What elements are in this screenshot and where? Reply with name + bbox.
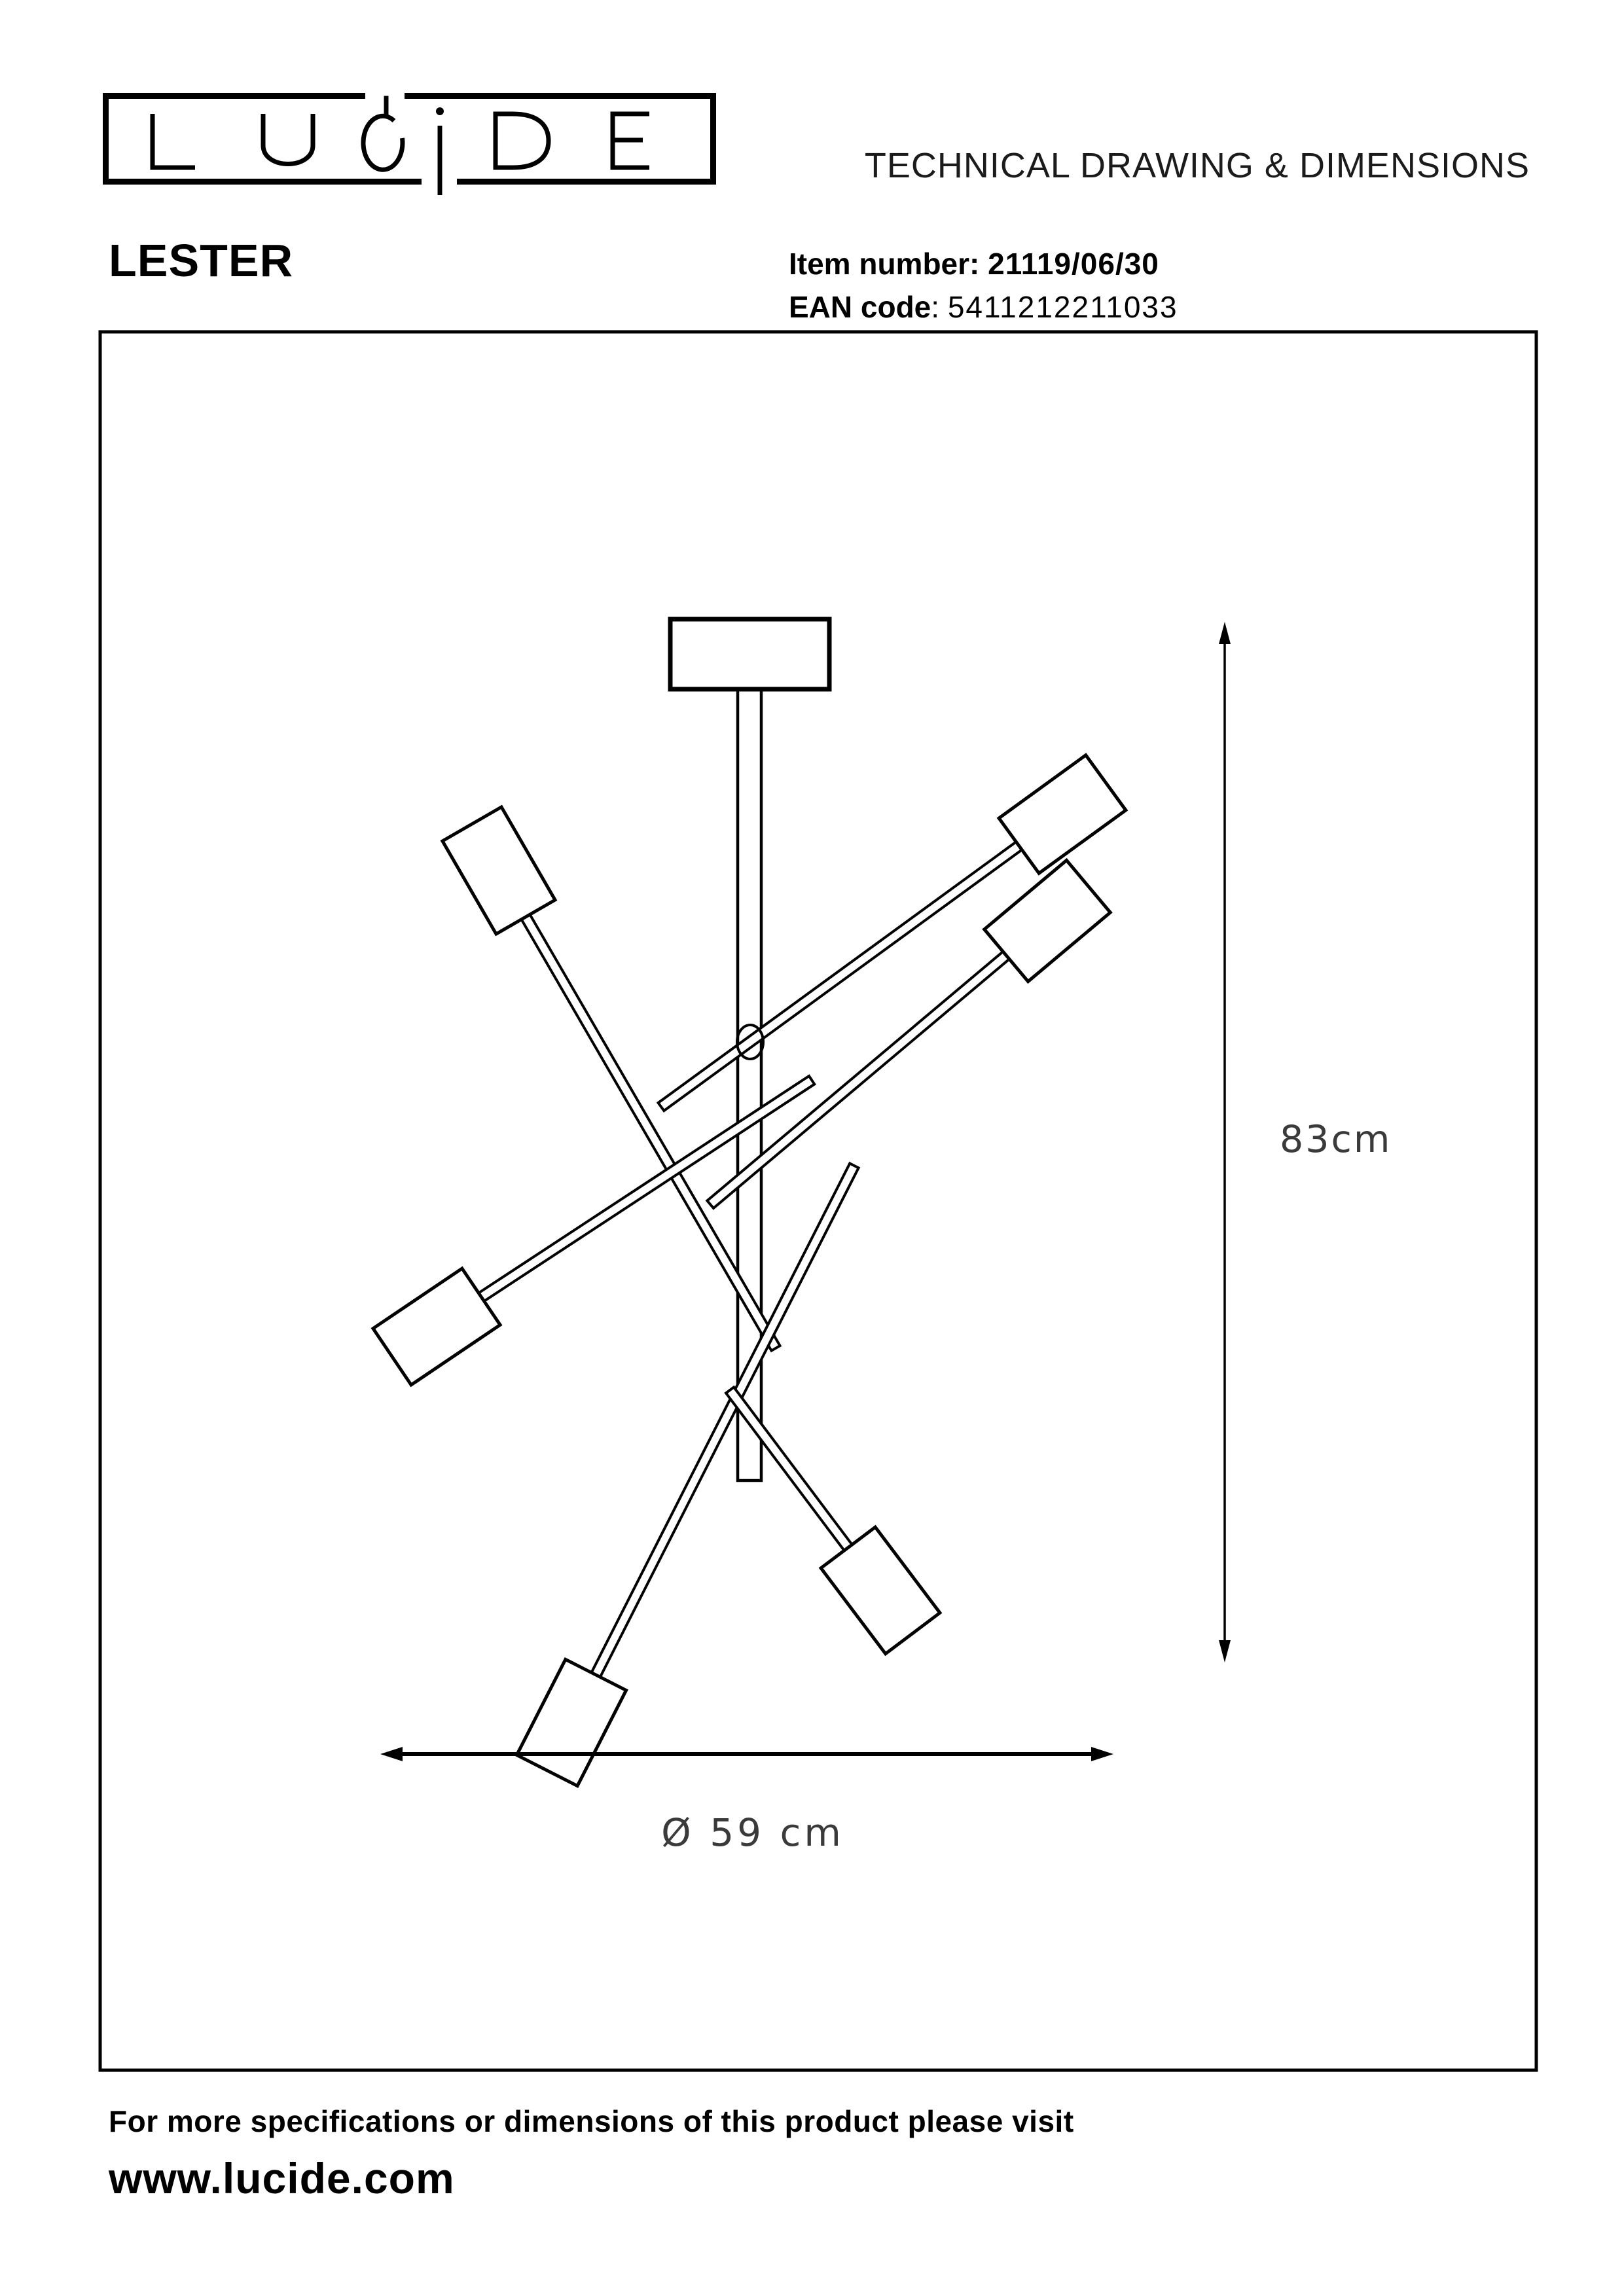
lamp-socket-upper-right (999, 755, 1126, 874)
lamp-socket-bottom-left (516, 1659, 626, 1785)
ean-separator: : (931, 290, 948, 324)
doc-title: TECHNICAL DRAWING & DIMENSIONS (864, 146, 1530, 185)
lamp-socket-bottom-right (821, 1527, 940, 1654)
height-dimension-line (1219, 622, 1231, 1662)
arrow-down-icon (1219, 1640, 1231, 1662)
lamp-canopy (670, 619, 829, 689)
item-number-value: 21119/06/30 (988, 247, 1159, 281)
item-number-label: Item number: (789, 247, 980, 281)
arrow-left-icon (380, 1747, 403, 1761)
diameter-dimension-label: Ø 59 cm (661, 1810, 844, 1855)
ean-label: EAN code (789, 290, 931, 324)
height-dimension-label: 83cm (1280, 1118, 1392, 1161)
drawing-frame (100, 332, 1536, 2070)
footer-text (109, 2104, 1074, 2203)
arrow-right-icon (1091, 1747, 1113, 1761)
product-name: LESTER (109, 235, 294, 286)
lamp-socket-left-middle (373, 1268, 500, 1385)
diameter-dimension-line (380, 1747, 1113, 1761)
website-text: www.lucide.com (109, 2154, 455, 2202)
arrow-up-icon (1219, 622, 1231, 644)
footer-line: For more specifications or dimensions of this product please visit (109, 2104, 1074, 2138)
lamp-socket-upper-left (442, 807, 555, 934)
ean-value: 5411212211033 (947, 290, 1178, 324)
